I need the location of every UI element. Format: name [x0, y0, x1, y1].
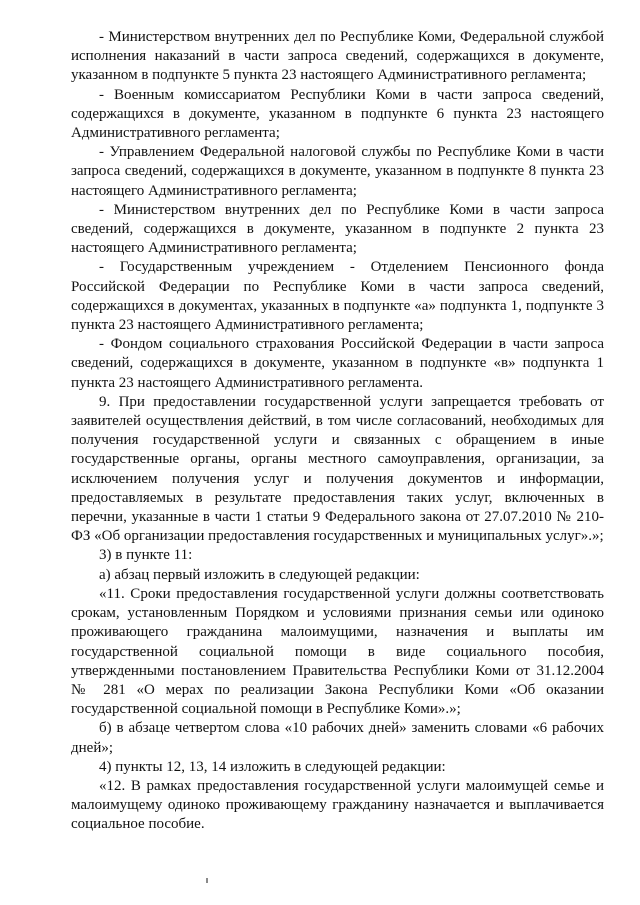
paragraph-pension-fund: - Государственным учреждением - Отделением Пенсионного фонда Российской Федерации по Республике Коми в части запроса сведений, содержащихся в документах, указанных в подпункте «а» подпункта 1, подпункте 3 пункта 23 настоящего Административного регламента; [71, 259, 604, 334]
paragraph-subitem-a: а) абзац первый изложить в следующей редакции: [99, 566, 420, 583]
paragraph-mvd: - Министерством внутренних дел по Республике Коми в части запроса сведений, содержащихся в документе, указанном в подпункте 2 пункта 23 настоящего Административного регламента; [71, 201, 604, 257]
paragraph-tax-service: - Управлением Федеральной налоговой службы по Республике Коми в части запроса сведений, содержащихся в документе, указанном в подпункте 8 пункта 23 настоящего Административного регламента; [71, 144, 604, 199]
paragraph-item-9: 9. При предоставлении государственной услуги запрещается требовать от заявителей осуществления действий, в том числе согласований, необходимых для получения государственной услуги и связанных с обращением в иные государственные органы, органы местного самоуправления, организации, за исключением получения услуг и получения документов и информации, предоставляемых в результате предоставления таких услуг, включенных в перечни, указанные в части 1 статьи 9 Федерального закона от 27.07.2010 № 210-ФЗ «Об организации предоставления государственных и муниципальных услуг».»; [71, 393, 604, 545]
paragraph-point-11-heading: 3) в пункте 11: [99, 547, 193, 564]
paragraph-subitem-b: б) в абзаце четвертом слова «10 рабочих дней» заменить словами «6 рабочих дней»; [71, 720, 604, 756]
paragraph-item-12: «12. В рамках предоставления государственной услуги малоимущей семье и малоимущему одиноко проживающему гражданину назначается и выплачивается социальное пособие. [71, 777, 604, 833]
paragraph-military-commissariat: - Военным комиссариатом Республики Коми в части запроса сведений, содержащихся в документе, указанном в подпункте 6 пункта 23 настоящего Административного регламента; [71, 86, 604, 142]
paragraph-social-insurance-fund: - Фондом социального страхования Российской Федерации в части запроса сведений, содержащихся в документе, указанном в подпункте «в» подпункта 1 пункта 23 настоящего Административного регламента. [71, 336, 604, 391]
paragraph-point-4: 4) пункты 12, 13, 14 изложить в следующей редакции: [99, 758, 446, 775]
scan-artifact [206, 878, 208, 883]
paragraph-item-11: «11. Сроки предоставления государственной услуги должны соответствовать срокам, установленным Порядком и условиями признания семьи или одиноко проживающего гражданина малоимущими, назначения и выплаты им государственной социальной помощи в виде социального пособия, утвержденными постановлением Правительства Республики Коми от 31.12.2004 № 281 «О мерах по реализации Закона Республики Коми «Об оказании государственной социальной помощи в Республике Коми».»; [71, 585, 604, 718]
paragraph-mvd-fsin: - Министерством внутренних дел по Республике Коми, Федеральной службой исполнения наказаний в части запроса сведений, содержащихся в документе, указанном в подпункте 5 пункта 23 настоящего Административного регламента; [71, 29, 604, 84]
document-body [71, 28, 604, 835]
